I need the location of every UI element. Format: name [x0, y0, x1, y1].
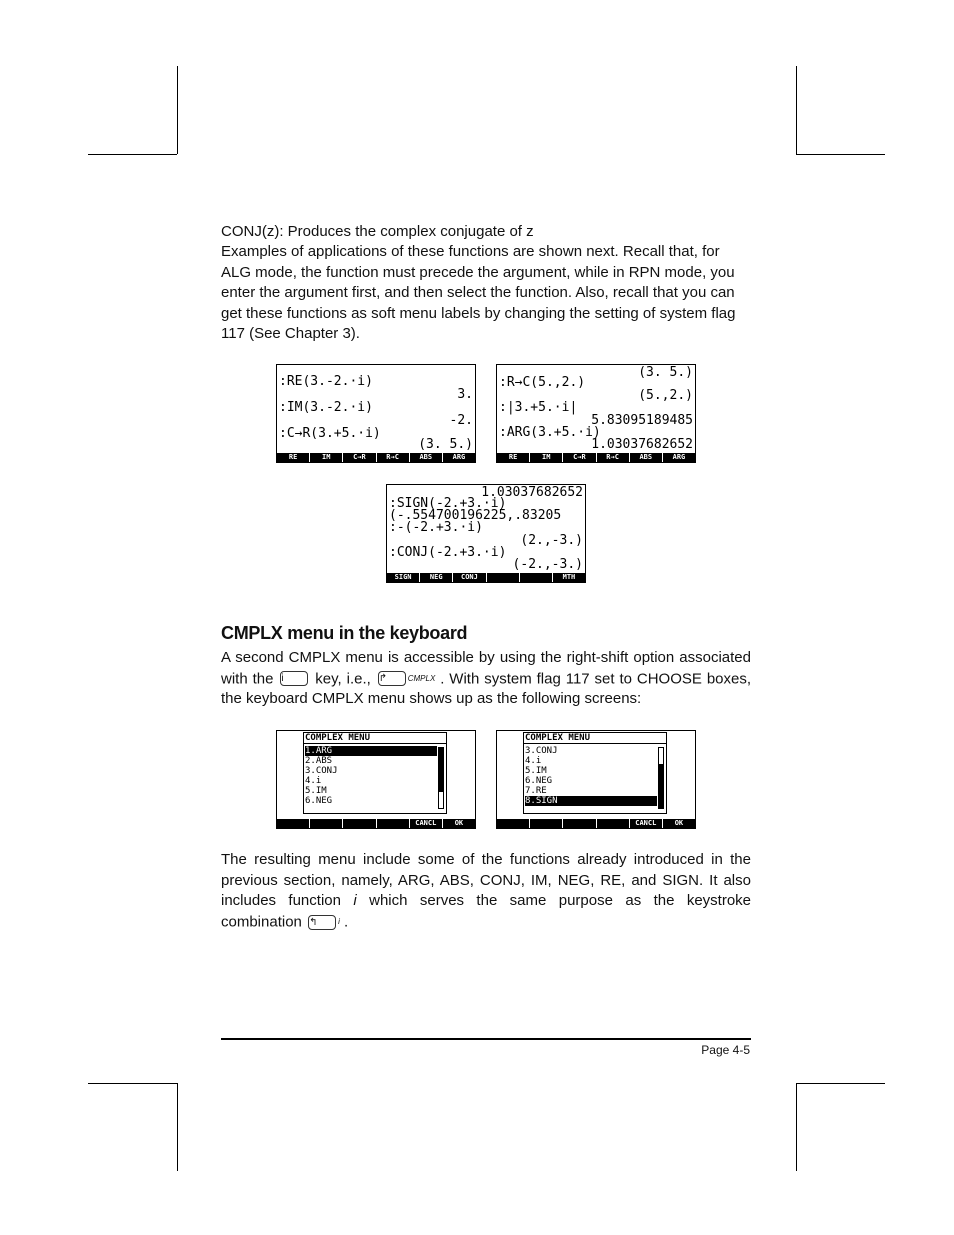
softkey-mth[interactable]: MTH — [562, 573, 576, 581]
soft-menu-bar — [387, 573, 585, 582]
left-shift-key-icon: ↰ — [308, 915, 336, 930]
softkey-blank[interactable] — [377, 819, 410, 828]
choose-item-i[interactable]: 4.i — [305, 776, 322, 786]
calc-screen-1 — [276, 364, 476, 463]
softkey-blank[interactable] — [520, 573, 553, 582]
choose-screen-right — [496, 730, 696, 829]
softkey-neg[interactable]: NEG — [420, 573, 453, 582]
softkey-sign[interactable]: SIGN — [387, 573, 420, 582]
softkey-blank[interactable] — [530, 819, 563, 828]
softkey-cancel[interactable]: CANCL — [410, 819, 443, 828]
choose-item-im[interactable]: 5.IM — [525, 766, 547, 776]
scrollbar[interactable] — [658, 747, 664, 809]
soft-menu-bar — [277, 819, 475, 828]
paragraph-text: The resulting menu include some of the functions already introduced in the previous section, namely, ARG, ABS, CONJ, IM, NEG, RE, and SIGN. It also includes function — [221, 851, 751, 910]
softkey-im[interactable]: IM — [310, 453, 343, 462]
section-heading: CMPLX menu in the keyboard — [221, 623, 468, 643]
footer-rule — [221, 1038, 751, 1040]
screen-line: 1.03037682652 — [591, 437, 693, 452]
paragraph-text: key, i.e., — [315, 669, 371, 687]
crop-mark-bl-v — [177, 1083, 178, 1171]
softkey-r-to-c[interactable]: R→C — [597, 453, 630, 462]
scroll-thumb[interactable] — [659, 764, 663, 808]
title-divider — [304, 743, 446, 744]
cmplx-key-label: CMPLX — [407, 673, 436, 683]
soft-menu-bar — [277, 453, 475, 462]
section-paragraph — [221, 648, 751, 710]
screen-line: :ARG(3.+5.·i) — [499, 425, 601, 440]
right-shift-key-icon: ↱ — [378, 671, 406, 686]
choose-item-sign[interactable]: 8.SIGN — [525, 796, 657, 806]
choose-item-re[interactable]: 7.RE — [525, 786, 547, 796]
screen-line: 3. — [457, 387, 473, 402]
intro-paragraph: Examples of applications of these functions are shown next. Recall that, for ALG mode, the function must precede the argument, while in RPN mode, you enter the argument first, and then select the function. Also, recall that you can get these functions as soft menu labels by changing the setting of system flag 117 (See Chapter 3). — [221, 243, 736, 343]
crop-mark-tl-h — [88, 154, 177, 155]
softkey-r-to-c[interactable]: R→C — [377, 453, 410, 462]
softkey-abs[interactable]: ABS — [630, 453, 663, 462]
choose-item-i[interactable]: 4.i — [525, 756, 542, 766]
screen-line: :SIGN(-2.+3.·i) — [389, 496, 507, 511]
choose-item-conj[interactable]: 3.CONJ — [525, 746, 558, 756]
paragraph-text: . — [344, 913, 349, 931]
screen-line: (2.,-3.) — [520, 533, 583, 548]
screen-line: (3. 5.) — [418, 437, 473, 452]
calc-screen-3 — [386, 484, 586, 583]
softkey-blank[interactable] — [487, 573, 520, 582]
choose-box-title: COMPLEX MENU — [305, 733, 371, 743]
softkey-blank[interactable] — [497, 819, 530, 828]
crop-mark-bl-h — [88, 1083, 177, 1084]
conj-definition: CONJ(z): Produces the complex conjugate of z — [221, 223, 534, 240]
screen-line: 1.03037682652 — [481, 485, 583, 500]
softkey-abs[interactable]: ABS — [410, 453, 443, 462]
crop-mark-br-v — [796, 1083, 797, 1171]
softkey-arg[interactable]: ARG — [672, 453, 686, 461]
softkey-arg[interactable]: ARG — [452, 453, 466, 461]
softkey-cancel[interactable]: CANCL — [630, 819, 663, 828]
choose-box-title: COMPLEX MENU — [525, 733, 591, 743]
screen-line: (5.,2.) — [638, 388, 693, 403]
scroll-thumb[interactable] — [439, 748, 443, 792]
softkey-blank[interactable] — [597, 819, 630, 828]
screen-line: :RE(3.-2.·i) — [279, 374, 373, 389]
i-key-icon: i — [280, 671, 308, 686]
softkey-c-to-r[interactable]: C→R — [563, 453, 596, 462]
screen-line: -2. — [449, 413, 473, 428]
screen-line: :|3.+5.·i| — [499, 400, 578, 415]
softkey-re[interactable]: RE — [277, 453, 310, 462]
screen-line: (3. 5.) — [638, 365, 693, 380]
screen-line: :R→C(5.,2.) — [499, 375, 586, 390]
crop-mark-tr-h — [796, 154, 885, 155]
choose-item-arg[interactable]: 1.ARG — [305, 746, 437, 756]
screen-line: :-(-2.+3.·i) — [389, 520, 483, 535]
screen-line: (-2.,-3.) — [512, 557, 583, 572]
soft-menu-bar — [497, 819, 695, 828]
choose-item-im[interactable]: 5.IM — [305, 786, 327, 796]
crop-mark-tr-v — [796, 66, 797, 154]
softkey-c-to-r[interactable]: C→R — [343, 453, 376, 462]
choose-screen-left — [276, 730, 476, 829]
calc-screen-2 — [496, 364, 696, 463]
paragraph-text: A second CMPLX menu is accessible by using the right-shift option associated with the — [221, 649, 751, 687]
choose-box — [523, 732, 667, 814]
choose-box — [303, 732, 447, 814]
screen-line: :CONJ(-2.+3.·i) — [389, 545, 507, 560]
softkey-conj[interactable]: CONJ — [453, 573, 486, 582]
softkey-blank[interactable] — [310, 819, 343, 828]
paragraph-text: . With system flag 117 set to CHOOSE boxes, the keyboard CMPLX menu shows up as the following screens: — [221, 669, 752, 708]
page-number: Page 4-5 — [701, 1043, 750, 1057]
paragraph-text: which serves the same purpose as the keystroke combination — [221, 892, 752, 931]
softkey-blank[interactable] — [277, 819, 310, 828]
softkey-im[interactable]: IM — [530, 453, 563, 462]
crop-mark-br-h — [796, 1083, 885, 1084]
screen-line: :IM(3.-2.·i) — [279, 400, 373, 415]
screen-line: 5.83095189485 — [591, 413, 693, 428]
function-i: i — [353, 892, 357, 910]
crop-mark-tl-v — [177, 66, 178, 154]
choose-item-abs[interactable]: 2.ABS — [305, 756, 333, 766]
screen-line: :C→R(3.+5.·i) — [279, 426, 381, 441]
softkey-ok[interactable]: OK — [674, 819, 684, 827]
choose-item-neg[interactable]: 6.NEG — [525, 776, 553, 786]
screen-line: (-.554700196225,.83205 — [389, 508, 562, 523]
soft-menu-bar — [497, 453, 695, 462]
softkey-blank[interactable] — [343, 819, 376, 828]
scrollbar[interactable] — [438, 747, 444, 809]
title-divider — [524, 743, 666, 744]
i-key-label: i — [338, 916, 340, 926]
closing-paragraph — [221, 850, 751, 933]
softkey-ok[interactable]: OK — [454, 819, 464, 827]
softkey-re[interactable]: RE — [497, 453, 530, 462]
softkey-blank[interactable] — [563, 819, 596, 828]
choose-item-neg[interactable]: 6.NEG — [305, 796, 333, 806]
choose-item-conj[interactable]: 3.CONJ — [305, 766, 338, 776]
